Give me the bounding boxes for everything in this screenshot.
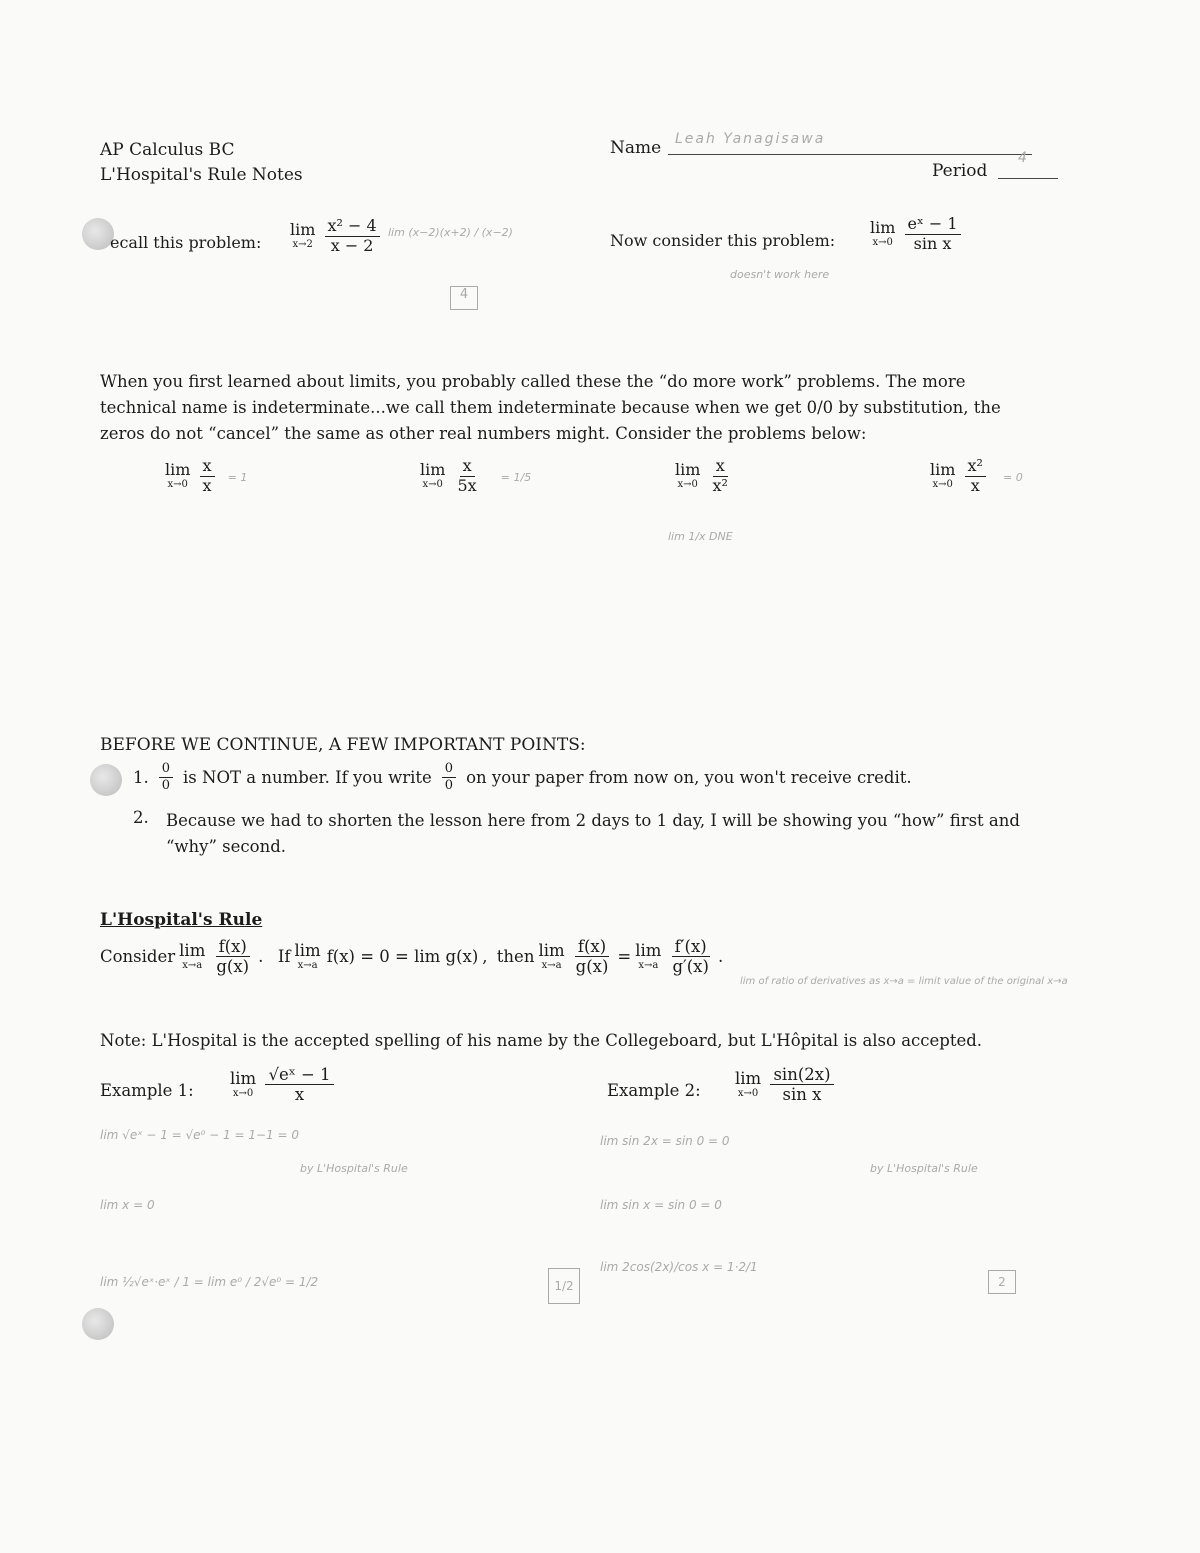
hole-punch-middle: [90, 764, 122, 796]
period-label: Period: [932, 161, 988, 181]
recall-label: ecall this problem:: [110, 233, 262, 252]
example-1-work-3: by L'Hospital's Rule: [300, 1162, 408, 1175]
consider-limit: lim x→0 $\frac{\text{eˣ − 1}}{\text{sin x}}$: [870, 216, 963, 253]
notes-subtitle: L'Hospital's Rule Notes: [100, 165, 303, 185]
example-2-work-4: lim 2cos(2x)/cos x = 1·2/1: [600, 1260, 758, 1274]
example-1-answer: 1/2: [554, 1279, 574, 1293]
example-2-limit: lim x→0 $\frac{\sin(2x)}{\text{sin x}}$: [735, 1066, 836, 1104]
consider-note: doesn't work here: [730, 268, 830, 281]
example-1-label: Example 1:: [100, 1081, 194, 1100]
hole-punch-bottom: [82, 1308, 114, 1340]
example-1-work-1: lim √eˣ − 1 = √e⁰ − 1 = 1−1 = 0: [100, 1128, 300, 1142]
consider-label: Now consider this problem:: [610, 231, 836, 250]
limit-example-3: lim x→0 $\frac{x}{\text{x²}}$: [675, 456, 728, 495]
period-value: 4: [1018, 150, 1027, 166]
consider-numerator: eˣ − 1: [905, 216, 961, 235]
example-2-work-2: lim sin x = sin 0 = 0: [600, 1198, 722, 1212]
limit-example-4: lim x→0 $\frac{\text{x²}}{x}$ = 0: [930, 456, 1023, 495]
rule-statement: Consider lim x→a $\frac{f(x)}{g(x)}$ . If lim x→a f(x) = 0 = lim g(x) , then lim x→a $\frac{f(x)}{g(x)}$ = lim x→a $\frac{f'(x)}{g'(x)}$ .: [100, 937, 724, 977]
point-2-text: Because we had to shorten the lesson here from 2 days to 1 day, I will be showing you “how” first and “why” second.: [166, 811, 1020, 856]
student-name: Leah Yanagisawa: [675, 131, 826, 147]
recall-denominator: x − 2: [330, 235, 374, 255]
recall-work: lim (x−2)(x+2) / (x−2): [388, 226, 513, 239]
example-2-answer: 2: [998, 1275, 1006, 1289]
recall-limit: lim x→2 $\frac{\text{x² − 4}}{x - 2}$: [290, 218, 382, 255]
name-label: Name: [610, 138, 662, 158]
example-2-work-3: by L'Hospital's Rule: [870, 1162, 978, 1175]
example-2-answer-box: [988, 1270, 1016, 1294]
consider-denominator: sin x: [913, 233, 952, 253]
rule-heading: L'Hospital's Rule: [100, 910, 263, 930]
limit-example-1: lim x→0 $\frac{x}{x}$ = 1: [165, 456, 248, 495]
course-title: AP Calculus BC: [100, 140, 235, 160]
example-1-limit: lim x→0 $\frac{\text{√eˣ − 1}}{x}$: [230, 1066, 336, 1104]
points-heading: BEFORE WE CONTINUE, A FEW IMPORTANT POINTS:: [100, 735, 586, 755]
recall-numerator: x² − 4: [325, 218, 380, 237]
spelling-note: Note: L'Hospital is the accepted spelling of his name by the Collegeboard, but L'Hôpital is also accepted.: [100, 1031, 983, 1050]
name-line: [668, 150, 1032, 155]
example-1-answer-box: [548, 1268, 580, 1304]
example-2-work-1: lim sin 2x = sin 0 = 0: [600, 1134, 730, 1148]
rule-annotation: lim of ratio of derivatives as x→a = limit value of the original x→a: [740, 976, 1068, 987]
limit-example-3-work: lim 1/x DNE: [668, 530, 733, 543]
point-2-number: 2.: [133, 808, 149, 827]
example-1-work-4: lim ½√eˣ·eˣ / 1 = lim e⁰ / 2√e⁰ = 1/2: [100, 1275, 319, 1289]
recall-answer: 4: [459, 287, 469, 302]
example-2-label: Example 2:: [607, 1081, 701, 1100]
point-1: 1. $\frac{0}{0}$ is NOT a number. If you write $\frac{0}{0}$ on your paper from now on, you won't receive credit.: [133, 761, 912, 793]
period-line: [998, 174, 1058, 179]
limit-example-2: lim x→0 $\frac{x}{5x}$ = 1/5: [420, 456, 532, 495]
recall-answer-box: [450, 286, 478, 310]
example-1-work-2: lim x = 0: [100, 1198, 155, 1212]
indeterminate-paragraph: When you first learned about limits, you probably called these the “do more work” problems. The more technical name is indeterminate...we call them indeterminate because when we get 0/0 by substitution, the zeros do not “cancel” the same as other real numbers might. Consider the problems below:: [100, 372, 1001, 443]
